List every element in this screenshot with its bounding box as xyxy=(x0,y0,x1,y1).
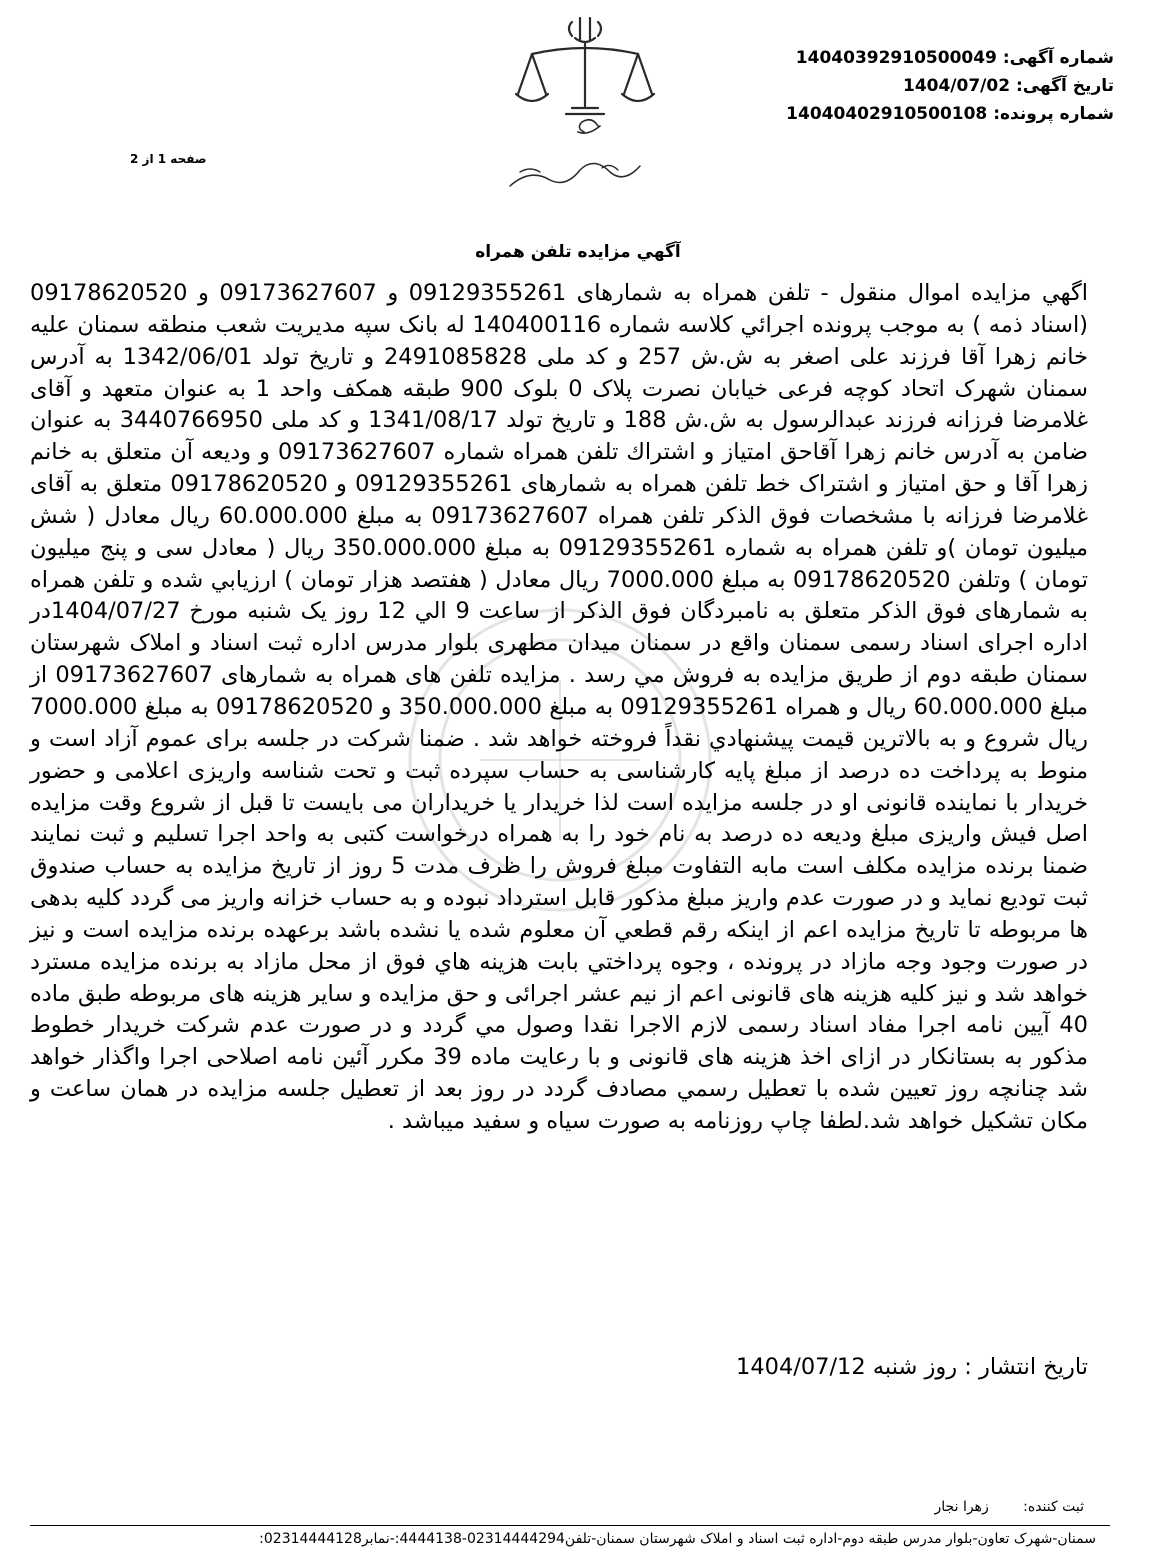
case-number-label: شماره پرونده: xyxy=(993,104,1114,124)
publication-date-row xyxy=(736,1354,1088,1380)
page-indicator: صفحه 1 از 2 xyxy=(130,152,207,166)
registrar-row xyxy=(935,1499,1084,1515)
notice-number-row xyxy=(796,48,1114,68)
notice-body xyxy=(30,278,1088,1138)
notice-date-label: تاریخ آگهی: xyxy=(1015,76,1114,96)
notice-date: 1404/07/02 xyxy=(902,76,1011,96)
publication-date: روز شنبه 1404/07/12 xyxy=(736,1354,958,1380)
notice-date-row xyxy=(903,76,1114,96)
notice-number-label: شماره آگهی: xyxy=(1002,48,1114,68)
registrar-label: ثبت کننده: xyxy=(1023,1499,1084,1515)
document-title: آگهي مزايده تلفن همراه xyxy=(475,242,681,262)
registrar-name: زهرا نجار xyxy=(934,1499,989,1515)
case-number: 14040402910500108 xyxy=(786,104,988,124)
judiciary-emblem xyxy=(480,8,690,208)
footer-address: سمنان-شهرک تعاون-بلوار مدرس طبقه دوم-اداره ثبت اسناد و املاک شهرستان سمنان-تلفن02314444294-4444138:-نمابر02314444128: xyxy=(259,1531,1096,1547)
case-number-row xyxy=(786,104,1114,124)
publication-date-label: تاریخ انتشار : xyxy=(964,1354,1088,1380)
notice-body-text: اگهي مزايده اموال منقول - تلفن همراه به شمارهای 09129355261 و 09173627607 و 09178620520 (اسناد ذمه ) به موجب پرونده اجرائي كلاسه شماره 140400116 له بانک سپه مدیریت شعب منطقه سمنان علیه خانم زهرا آقا فرزند علی اصغر به ش.ش 257 و کد ملی 2491085828 و تاریخ تولد 1342/06/01 به آدرس سمنان شهرک اتحاد کوچه فرعی خیابان نصرت پلاک 0 بلوک 900 طبقه همکف واحد 1 به عنوان متعهد و آقای غلامرضا فرزانه فرزند عبدالرسول به ش.ش 188 و تاریخ تولد 1341/08/17 و کد ملی 3440766950 به عنوان ضامن به آدرس خانم زهرا آقاحق امتیاز و اشتراك تلفن همراه شماره 09173627607 و ودیعه آن متعلق به خانم زهرا آقا و حق امتیاز و اشتراک خط تلفن همراه به شمارهای 09129355261 و 09178620520 متعلق به آقای غلامرضا فرزانه با مشخصات فوق الذكر تلفن همراه 09173627607 به مبلغ 60.000.000 ريال معادل ( شش میلیون تومان )و تلفن همراه به شماره 09129355261 به مبلغ 350.000.000 ريال ( معادل سی و پنج میلیون تومان ) وتلفن 09178620520 به مبلغ 7000.000 ريال معادل ( هفتصد هزار تومان ) ارزيابي شده و تلفن همراه به شمارهای فوق الذکر متعلق به نامبردگان فوق الذكر از ساعت 9 الي 12 روز یک شنبه مورخ 1404/07/27در اداره اجرای اسناد رسمی سمنان واقع در سمنان میدان مطهری بلوار مدرس اداره ثبت اسناد و املاک شهرستان سمنان طبقه دوم از طريق مزايده به فروش مي رسد . مزایده تلفن های همراه به شمارهای 09173627607 از مبلغ 60.000.000 ریال و همراه 09129355261 به مبلغ 350.000.000 و 09178620520 به مبلغ 7000.000 ریال شروع و به بالاترين قيمت پيشنهادي نقداً فروخته خواهد شد . ضمنا شرکت در جلسه برای عموم آزاد است و منوط به پرداخت ده درصد از مبلغ پایه کارشناسی به حساب سپرده ثبت و تحت شناسه واریزی اعلامی و حضور خریدار با نماینده قانونی او در جلسه مزایده است لذا خریدار یا خریداران می بایست تا قبل از شروع وقت مزایده اصل فیش واریزی مبلغ ودیعه ده درصد به نام خود را به همراه درخواست کتبی به واحد اجرا تسلیم و ثبت نمایند ضمنا برنده مزایده مکلف است مابه التفاوت مبلغ فروش را ظرف مدت 5 روز از تاریخ مزایده به حساب صندوق ثبت تودیع نماید و در صورت عدم واریز مبلغ مذکور قابل استرداد نبوده و به حساب خزانه واریز می گردد کلیه بدهی ها مربوطه تا تاريخ مزايده اعم از اينكه رقم قطعي آن معلوم شده يا نشده باشد برعهده برنده مزايده است و نيز در صورت وجود وجه مازاد در پرونده ، وجوه پرداختي بابت هزينه هاي فوق از محل مازاد به برنده مزايده مسترد خواهد شد و نیز کلیه هزینه های قانونی اعم از نیم عشر اجرائی و حق مزایده و سایر هزینه های مربوطه طبق ماده 40 آیین نامه اجرا مفاد اسناد رسمی لازم الاجرا نقدا وصول مي گردد و در صورت عدم شرکت خریدار خطوط مذکور به بستانکار در ازای اخذ هزینه های قانونی و با رعایت ماده 39 مکرر آئین نامه اصلاحی اجرا واگذار خواهد شد چنانچه روز تعيين شده با تعطيل رسمي مصادف گردد در روز بعد از تعطيل جلسه مزايده در همان ساعت و مكان تشكيل خواهد شد.لطفا چاپ روزنامه به صورت سیاه و سفید میباشد . xyxy=(30,280,1089,1134)
footer-divider xyxy=(30,1525,1110,1526)
notice-number: 14040392910500049 xyxy=(795,48,997,68)
